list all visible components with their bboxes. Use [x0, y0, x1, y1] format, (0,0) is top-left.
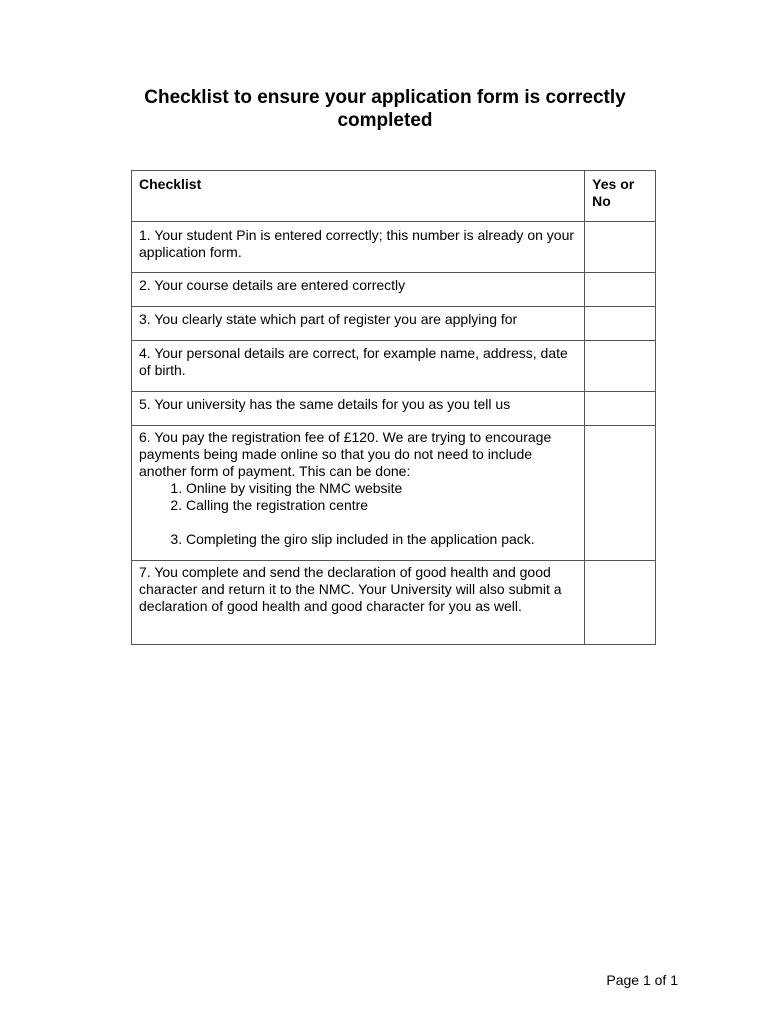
header-checklist: Checklist	[132, 171, 585, 222]
row-4-text: 4. Your personal details are correct, for example name, address, date of birth.	[132, 341, 585, 392]
payment-option-online: 1. Online by visiting the NMC website	[186, 480, 577, 497]
table-row	[132, 561, 656, 645]
table-row	[132, 426, 656, 561]
row-3-answer-cell[interactable]	[585, 307, 656, 341]
payment-option-phone: 2. Calling the registration centre	[186, 497, 577, 514]
row-7-answer-cell[interactable]	[585, 561, 656, 645]
page-title	[0, 86, 770, 132]
row-6-answer-cell[interactable]	[585, 426, 656, 561]
row-2-text: 2. Your course details are entered correctly	[132, 273, 585, 307]
row-1-answer-cell[interactable]	[585, 222, 656, 273]
table-row	[132, 341, 656, 392]
header-yes-no-line1: Yes or	[592, 176, 635, 192]
row-3-text: 3. You clearly state which part of register you are applying for	[132, 307, 585, 341]
title-line-2: completed	[337, 110, 433, 131]
row-7-text: 7. You complete and send the declaration of good health and good character and return it to the NMC. Your University will also submit a declaration of good health and good character for you as well.	[132, 561, 585, 645]
row-1-text: 1. Your student Pin is entered correctly; this number is already on your application form.	[132, 222, 585, 273]
page-number: Page 1 of 1	[606, 972, 678, 988]
table-row	[132, 392, 656, 426]
table-row	[132, 222, 656, 273]
header-yes-no	[585, 171, 656, 222]
header-yes-no-line2: No	[592, 193, 611, 209]
row-5-answer-cell[interactable]	[585, 392, 656, 426]
table-header-row	[132, 171, 656, 222]
row-2-answer-cell[interactable]	[585, 273, 656, 307]
row-5-text: 5. Your university has the same details for you as you tell us	[132, 392, 585, 426]
checklist-table	[131, 170, 656, 645]
row-6-cell	[132, 426, 585, 561]
row-4-answer-cell[interactable]	[585, 341, 656, 392]
payment-option-giro: 3. Completing the giro slip included in the application pack.	[186, 531, 577, 548]
row-6-text: 6. You pay the registration fee of £120. We are trying to encourage payments being made online so that you do not need to include another form of payment. This can be done:	[139, 429, 552, 479]
table-row	[132, 273, 656, 307]
title-line-1: Checklist to ensure your application form is correctly	[144, 87, 626, 108]
table-row	[132, 307, 656, 341]
payment-options-list	[139, 480, 577, 548]
